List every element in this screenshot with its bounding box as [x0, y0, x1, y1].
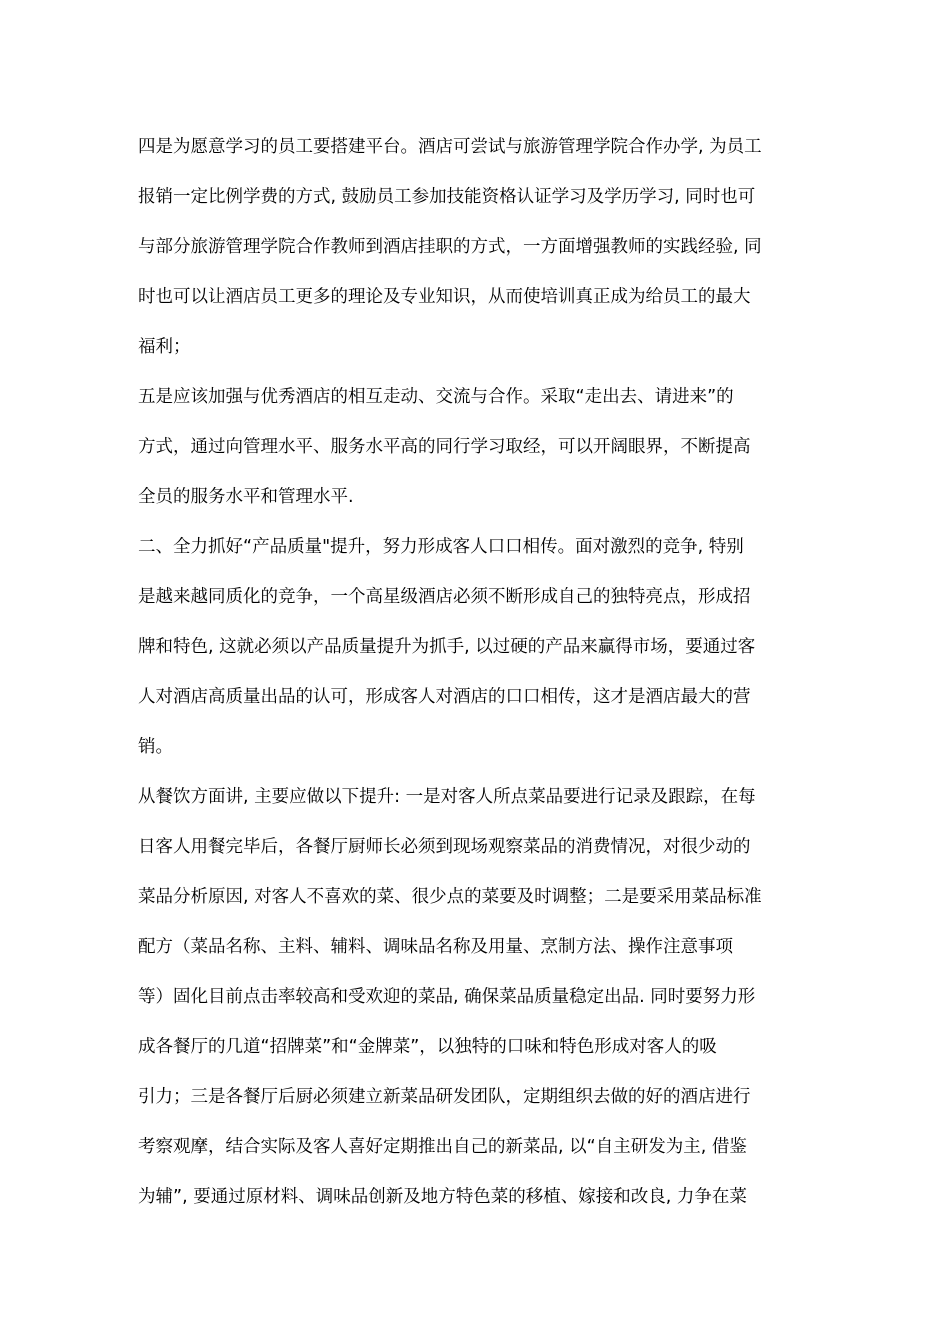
- text-line: 二、全力抓好“产品质量"提升，努力形成客人口口相传。面对激烈的竞争, 特别: [138, 537, 744, 557]
- text-line: 福利；: [138, 337, 191, 357]
- text-line: 是越来越同质化的竞争，一个高星级酒店必须不断形成自己的独特亮点，形成招: [138, 587, 751, 607]
- text-line: 牌和特色, 这就必须以产品质量提升为抓手, 以过硬的产品来赢得市场，要通过客: [138, 637, 756, 657]
- text-line: 四是为愿意学习的员工要搭建平台。酒店可尝试与旅游管理学院合作办学, 为员工: [138, 137, 762, 157]
- text-line: 方式，通过向管理水平、服务水平高的同行学习取经，可以开阔眼界，不断提高: [138, 437, 751, 457]
- text-line: 报销一定比例学费的方式, 鼓励员工参加技能资格认证学习及学历学习, 同时也可: [138, 187, 756, 207]
- text-line: 人对酒店高质量出品的认可，形成客人对酒店的口口相传，这才是酒店最大的营: [138, 687, 751, 707]
- text-line: 配方（菜品名称、主料、辅料、调味品名称及用量、烹制方法、操作注意事项: [138, 937, 733, 957]
- text-line: 日客人用餐完毕后，各餐厅厨师长必须到现场观察菜品的消费情况，对很少动的: [138, 837, 751, 857]
- text-line: 成各餐厅的几道“招牌菜”和“金牌菜”，以独特的口味和特色形成对客人的吸: [138, 1037, 717, 1057]
- text-line: 时也可以让酒店员工更多的理论及专业知识，从而使培训真正成为给员工的最大: [138, 287, 751, 307]
- text-line: 为辅”, 要通过原材料、调味品创新及地方特色菜的移植、嫁接和改良, 力争在菜: [138, 1187, 747, 1207]
- text-line: 销。: [138, 737, 173, 757]
- text-line: 引力；三是各餐厅后厨必须建立新菜品研发团队，定期组织去做的好的酒店进行: [138, 1087, 751, 1107]
- text-line: 菜品分析原因, 对客人不喜欢的菜、很少点的菜要及时调整；二是要采用菜品标准: [138, 887, 762, 907]
- body-text: [138, 122, 822, 1222]
- text-line: 等）固化目前点击率较高和受欢迎的菜品, 确保菜品质量稳定出品. 同时要努力形: [138, 987, 756, 1007]
- text-line: 考察观摩，结合实际及客人喜好定期推出自己的新菜品, 以“自主研发为主, 借鉴: [138, 1137, 747, 1157]
- text-line: 与部分旅游管理学院合作教师到酒店挂职的方式，一方面增强教师的实践经验, 同: [138, 237, 762, 257]
- text-line: 从餐饮方面讲, 主要应做以下提升: 一是对客人所点菜品要进行记录及跟踪，在每: [138, 787, 756, 807]
- text-line: 五是应该加强与优秀酒店的相互走动、交流与合作。采取“走出去、请进来”的: [138, 387, 734, 407]
- text-line: 全员的服务水平和管理水平.: [138, 487, 354, 507]
